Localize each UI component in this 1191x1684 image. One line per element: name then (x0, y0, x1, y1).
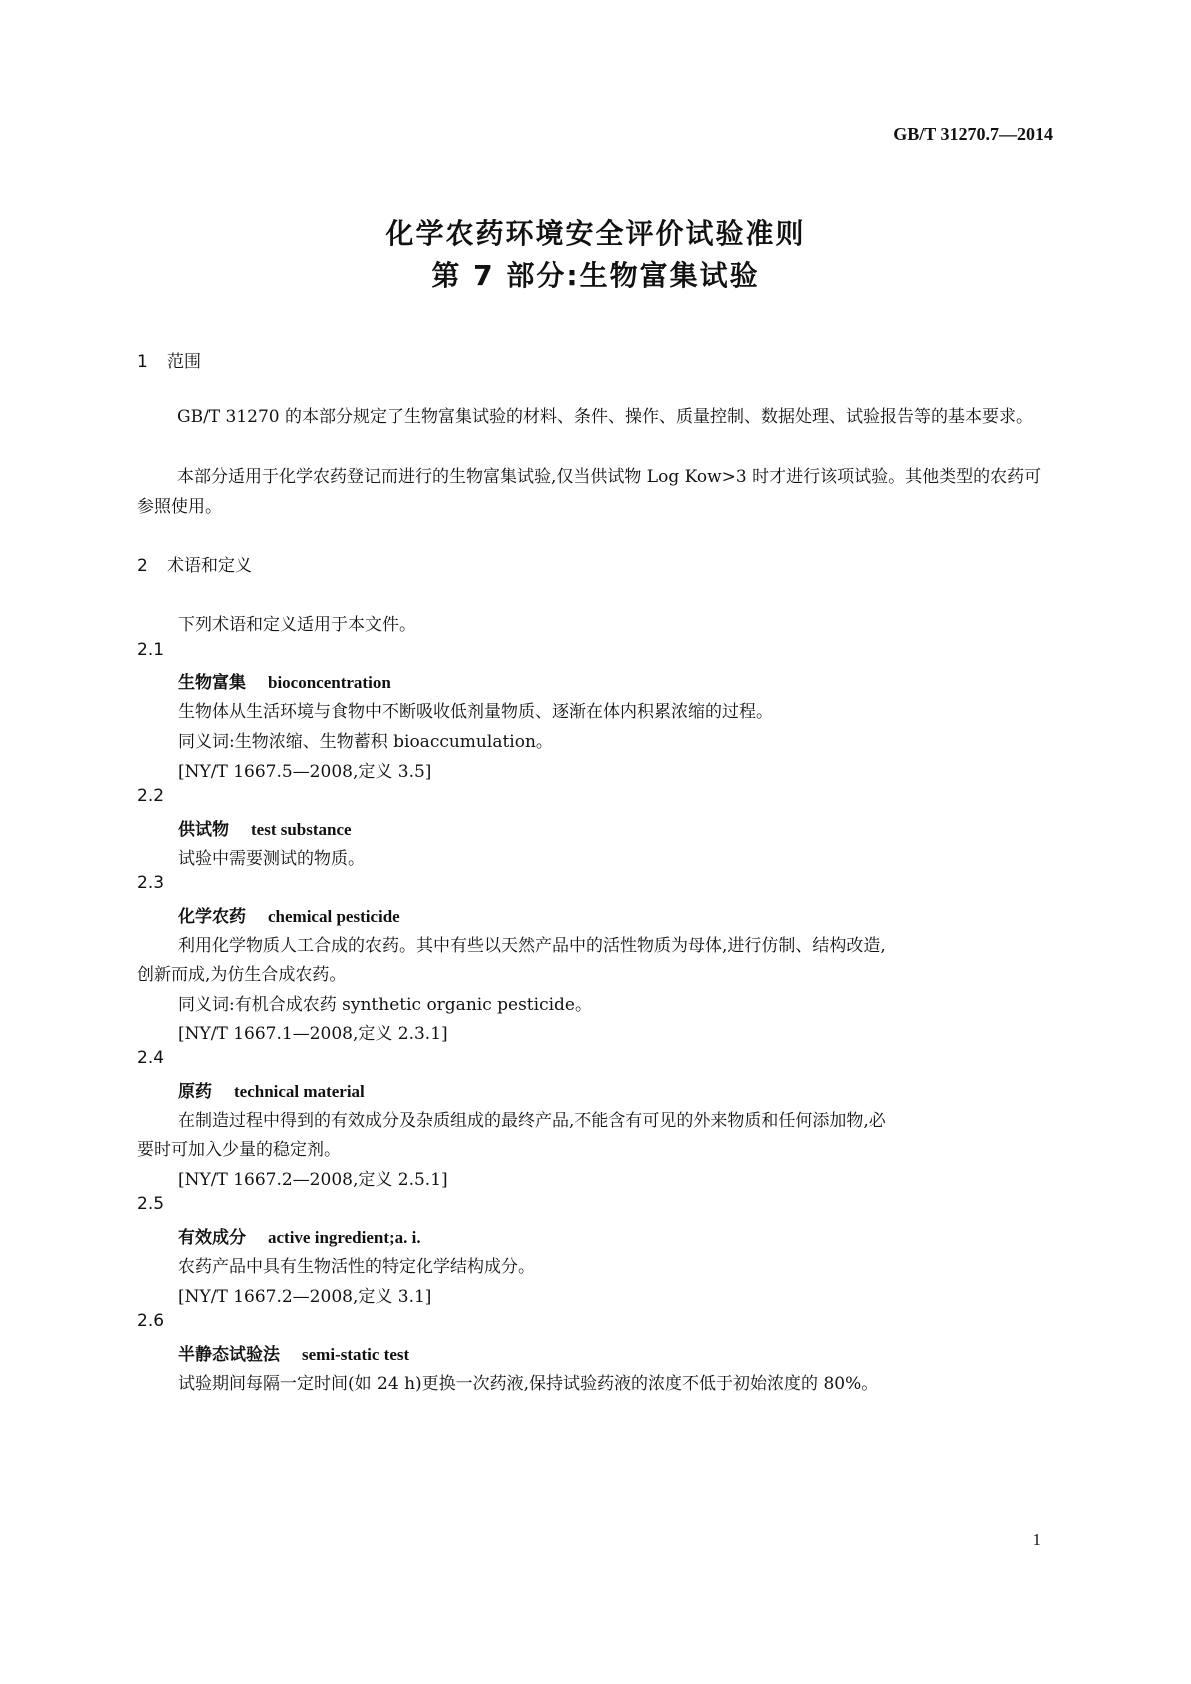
doc-title-line1: 化学农药环境安全评价试验准则 (385, 217, 806, 250)
term-zh: 化学农药 (178, 907, 246, 927)
term-line: 试验中需要测试的物质。 (178, 849, 365, 869)
section-2-intro: 下列术语和定义适用于本文件。 (178, 615, 416, 635)
term-line: 要时可加入少量的稳定剂。 (137, 1140, 341, 1160)
section-1-heading (137, 347, 201, 372)
term-reference: [NY/T 1667.1—2008,定义 2.3.1] (178, 1024, 448, 1044)
term-line: 农药产品中具有生物活性的特定化学结构成分。 (178, 1257, 535, 1277)
term-heading (178, 1223, 421, 1248)
term-number: 2.3 (137, 873, 165, 893)
term-number: 2.2 (137, 786, 165, 806)
term-reference: [NY/T 1667.2—2008,定义 2.5.1] (178, 1170, 448, 1190)
section-number: 1 (137, 352, 148, 372)
term-en: chemical pesticide (268, 907, 400, 926)
term-number: 2.4 (137, 1048, 165, 1068)
term-zh: 有效成分 (178, 1228, 246, 1248)
doc-title-line2: 第 7 部分:生物富集试验 (431, 259, 760, 292)
term-line: 同义词:有机合成农药 synthetic organic pesticide。 (178, 995, 592, 1015)
term-zh: 供试物 (178, 820, 229, 840)
term-number: 2.6 (137, 1311, 165, 1331)
section-title: 术语和定义 (167, 556, 252, 576)
section-1-para-1: GB/T 31270 的本部分规定了生物富集试验的材料、条件、操作、质量控制、数据处理、试验报告等的基本要求。 (177, 407, 1034, 427)
term-line: 利用化学物质人工合成的农药。其中有些以天然产品中的活性物质为母体,进行仿制、结构改造, (178, 936, 886, 956)
term-en: technical material (234, 1082, 365, 1101)
term-heading (178, 1077, 365, 1102)
section-2-heading (137, 551, 252, 576)
term-number: 2.1 (137, 640, 165, 660)
term-en: active ingredient;a. i. (268, 1228, 421, 1247)
standard-code: GB/T 31270.7—2014 (893, 124, 1053, 144)
term-heading (178, 668, 391, 693)
term-en: semi-static test (302, 1345, 410, 1364)
term-reference: [NY/T 1667.2—2008,定义 3.1] (178, 1287, 432, 1307)
term-zh: 生物富集 (178, 673, 246, 693)
term-zh: 原药 (178, 1082, 212, 1102)
term-reference: [NY/T 1667.5—2008,定义 3.5] (178, 762, 432, 782)
term-line: 在制造过程中得到的有效成分及杂质组成的最终产品,不能含有可见的外来物质和任何添加物,必 (178, 1111, 886, 1131)
term-en: bioconcentration (268, 673, 391, 692)
section-number: 2 (137, 556, 148, 576)
term-en: test substance (251, 820, 352, 839)
term-line: 同义词:生物浓缩、生物蓄积 bioaccumulation。 (178, 732, 553, 752)
term-heading (178, 902, 400, 927)
term-line: 创新而成,为仿生合成农药。 (137, 965, 347, 985)
term-line: 生物体从生活环境与食物中不断吸收低剂量物质、逐渐在体内积累浓缩的过程。 (178, 702, 773, 722)
section-1-para-2: 本部分适用于化学农药登记而进行的生物富集试验,仅当供试物 Log Kow>3 时才进行该项试验。其他类型的农药可参照使用。 (137, 467, 1042, 517)
term-heading (178, 815, 352, 840)
page-number: 1 (1032, 1530, 1041, 1549)
term-zh: 半静态试验法 (178, 1345, 280, 1365)
section-title: 范围 (167, 352, 201, 372)
term-heading (178, 1340, 409, 1365)
term-number: 2.5 (137, 1194, 165, 1214)
term-line: 试验期间每隔一定时间(如 24 h)更换一次药液,保持试验药液的浓度不低于初始浓度的 80%。 (178, 1374, 879, 1394)
